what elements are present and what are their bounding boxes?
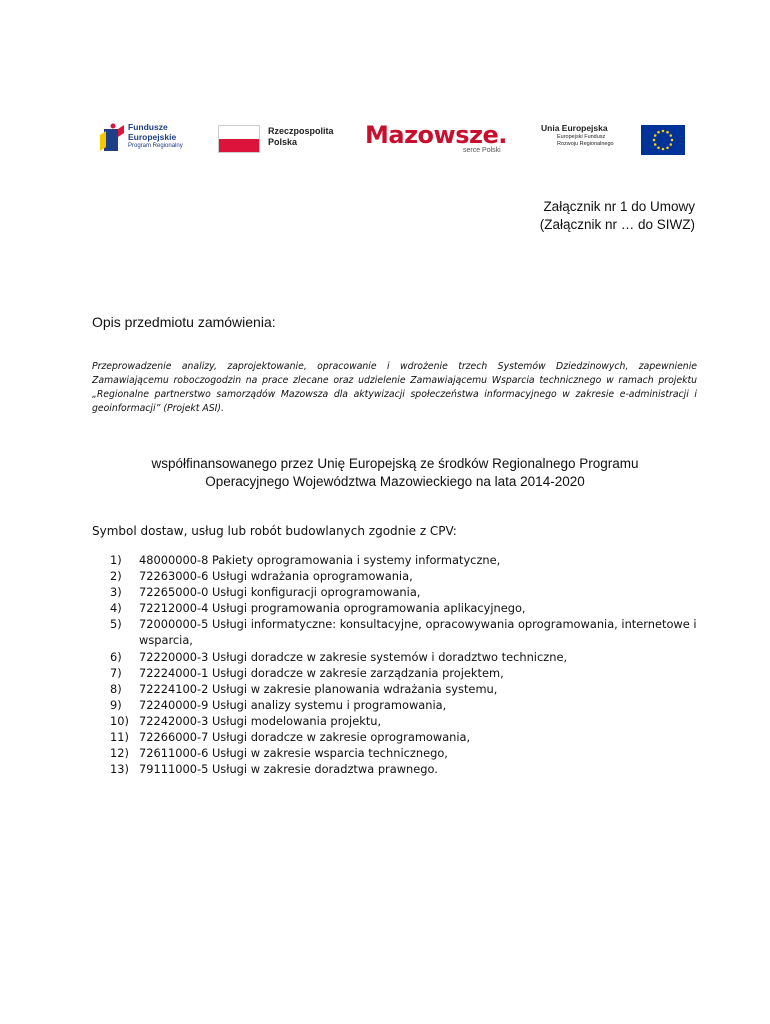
- poland-flag-icon: [218, 125, 260, 153]
- list-item: [92, 681, 702, 697]
- list-item-text: 72000000-5 Usługi informatyczne: konsultacyjne, opracowywania oprogramowania, internetowe i wsparcia,: [139, 617, 697, 648]
- list-item: [92, 616, 702, 648]
- cpv-list: [92, 552, 702, 777]
- list-item-text: 72263000-6 Usługi wdrażania oprogramowania,: [139, 569, 413, 584]
- list-item-number: 10): [110, 713, 129, 728]
- mazowsze-wordmark: Mazowsze.: [365, 121, 507, 149]
- list-item-text: 72611000-6 Usługi w zakresie wsparcia technicznego,: [139, 746, 448, 761]
- cofinancing-statement: [80, 455, 710, 491]
- list-item-number: 8): [110, 681, 122, 696]
- list-item-number: 9): [110, 697, 122, 712]
- list-item-text: 72212000-4 Usługi programowania oprogramowania aplikacyjnego,: [139, 601, 526, 616]
- rzeczpospolita-line2: Polska: [268, 137, 298, 147]
- mazowsze-logo: [365, 121, 520, 161]
- unia-line2: Europejski Fundusz: [557, 134, 606, 140]
- list-item-text: 72224000-1 Usługi doradcze w zakresie zarządzania projektem,: [139, 665, 504, 680]
- list-item-text: 72224100-2 Usługi w zakresie planowania wdrażania systemu,: [139, 681, 498, 696]
- unia-line1: Unia Europejska: [541, 123, 608, 133]
- annex-line1: Załącznik nr 1 do Umowy: [543, 199, 695, 214]
- list-item-number: 11): [110, 730, 129, 745]
- list-item: [92, 568, 702, 584]
- annex-reference: [540, 198, 695, 234]
- mazowsze-tagline: serce Polski: [463, 147, 501, 154]
- list-item-number: 13): [110, 762, 129, 777]
- list-item: [92, 600, 702, 616]
- eu-flag-icon: [641, 125, 685, 155]
- list-item-text: 72266000-7 Usługi doradcze w zakresie oprogramowania,: [139, 730, 471, 745]
- list-item: [92, 665, 702, 681]
- list-item-number: 7): [110, 665, 122, 680]
- project-description: Przeprowadzenie analizy, zaprojektowanie, opracowanie i wdrożenie trzech Systemów Dziedzinowych, zapewnienie Zamawiającemu roboczogodzin na prace zlecane oraz udzielenie Zamawiającemu Wsparcia technicznego w ramach projektu „Regionalne partnerstwo samorządów Mazowsza dla aktywizacji społeczeństwa informacyjnego w zakresie e-administracji i geoinformacji” (Projekt ASI).: [92, 361, 697, 414]
- logo-bar: [95, 115, 675, 163]
- list-item-number: 12): [110, 746, 129, 761]
- cofinancing-line2: Operacyjnego Województwa Mazowieckiego na lata 2014-2020: [205, 474, 585, 489]
- document-title: Opis przedmiotu zamówienia:: [92, 314, 276, 330]
- list-item-text: 72220000-3 Usługi doradcze w zakresie systemów i doradztwo techniczne,: [139, 649, 568, 664]
- rzeczpospolita-line1: Rzeczpospolita: [268, 126, 334, 136]
- list-item: [92, 745, 702, 761]
- list-item: [92, 584, 702, 600]
- list-item-number: 4): [110, 601, 122, 616]
- list-item: [92, 729, 702, 745]
- fundusze-mark-icon: [100, 121, 124, 155]
- list-item: [92, 649, 702, 665]
- list-item-text: 79111000-5 Usługi w zakresie doradztwa prawnego.: [139, 762, 438, 777]
- cofinancing-line1: współfinansowanego przez Unię Europejską ze środków Regionalnego Programu: [151, 456, 639, 471]
- list-item: [92, 761, 702, 777]
- list-item-text: 72265000-0 Usługi konfiguracji oprogramowania,: [139, 585, 421, 600]
- list-item-text: 72240000-9 Usługi analizy systemu i programowania,: [139, 697, 447, 712]
- list-item-number: 6): [110, 649, 122, 664]
- list-item: [92, 713, 702, 729]
- cpv-heading: Symbol dostaw, usług lub robót budowlanych zgodnie z CPV:: [92, 524, 457, 538]
- annex-line2: (Załącznik nr … do SIWZ): [539, 217, 695, 232]
- fundusze-line1: Fundusze: [128, 122, 168, 132]
- fundusze-europejskie-logo: [100, 121, 215, 161]
- list-item-text: 72242000-3 Usługi modelowania projektu,: [139, 713, 382, 728]
- list-item-number: 2): [110, 569, 122, 584]
- list-item: [92, 697, 702, 713]
- list-item-number: 5): [110, 617, 122, 632]
- fundusze-line3: Program Regionalny: [128, 143, 183, 149]
- list-item-number: 3): [110, 585, 122, 600]
- list-item-number: 1): [110, 553, 122, 567]
- list-item: [92, 552, 702, 568]
- unia-europejska-logo: [541, 121, 671, 161]
- fundusze-line2: Europejskie: [128, 131, 177, 142]
- rzeczpospolita-polska-logo: [218, 125, 348, 157]
- unia-line3: Rozwoju Regionalnego: [557, 141, 614, 147]
- list-item-text: 48000000-8 Pakiety oprogramowania i systemy informatyczne,: [139, 553, 501, 567]
